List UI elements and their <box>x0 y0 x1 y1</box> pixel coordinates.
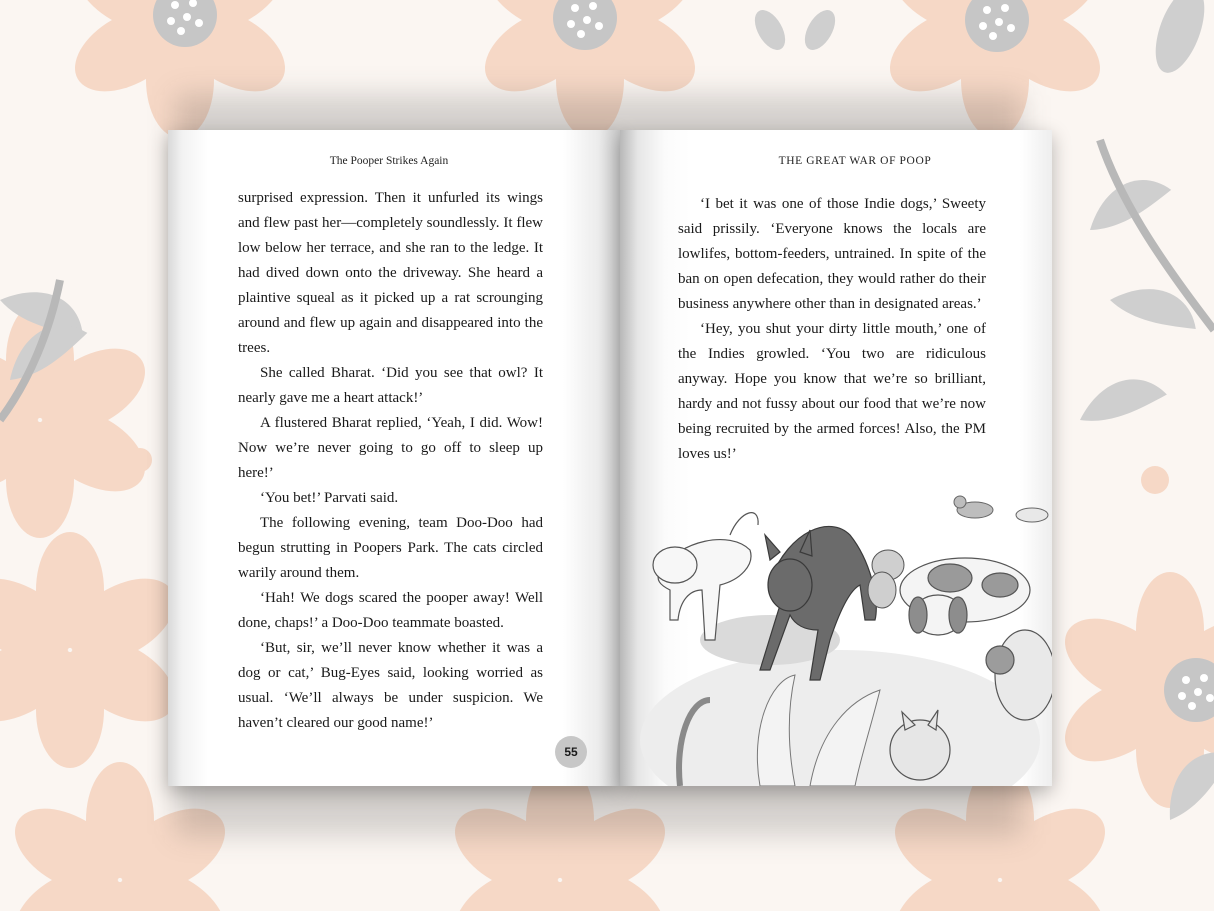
spotted-dog-drawing <box>900 558 1030 635</box>
page-number-badge: 55 <box>555 736 587 768</box>
paragraph: surprised expression. Then it unfurled its wings and flew past her—completely soundlessly. It flew low below her terrace, and she ran to the ledge. It had dived down onto the driveway. She heard a plaintive squeal as it picked up a rat scrounging around and flew up again and disappeared into the trees. <box>238 190 543 356</box>
pug-drawing <box>868 550 904 608</box>
paragraph: ‘I bet it was one of those Indie dogs,’ Sweety said prissily. ‘Everyone knows the locals are lowlifes, bottom-feeders, untrained. In spite of the ban on open defecation, they would rather do their business anywhere other than in designated areas.’ <box>678 196 986 312</box>
paragraph: ‘But, sir, we’ll never know whether it was a dog or cat,’ Bug-Eyes said, looking worried as usual. ‘We’ll always be under suspicion. We haven’t cleared our good name!’ <box>238 640 543 731</box>
paragraph: ‘You bet!’ Parvati said. <box>260 490 399 506</box>
right-running-head: THE GREAT WAR OF POOP <box>778 155 932 167</box>
left-page-text <box>238 186 543 736</box>
left-running-head: The Pooper Strikes Again <box>329 155 449 167</box>
paragraph: The following evening, team Doo-Doo had begun strutting in Poopers Park. The cats circled warily around them. <box>238 515 543 581</box>
right-page-text <box>678 192 986 467</box>
right-page <box>620 130 1052 786</box>
left-page <box>168 130 620 786</box>
paragraph: She called Bharat. ‘Did you see that owl? It nearly gave me a heart attack!’ <box>238 365 543 406</box>
running-dogs-drawing <box>954 496 1048 522</box>
paragraph: A flustered Bharat replied, ‘Yeah, I did. Wow! Now we’re never going to go off to sleep up here!’ <box>238 415 543 481</box>
paragraph: ‘Hah! We dogs scared the pooper away! Well done, chaps!’ a Doo-Doo teammate boasted. <box>238 590 543 631</box>
paragraph: ‘Hey, you shut your dirty little mouth,’ one of the Indies growled. ‘You two are ridiculous anyway. Hope you know that we’re so brilliant, hardy and not fussy about our food that we’re now being recruited by the armed forces! Also, the PM loves us!’ <box>678 321 986 462</box>
dogs-and-cats-illustration <box>620 490 1052 786</box>
